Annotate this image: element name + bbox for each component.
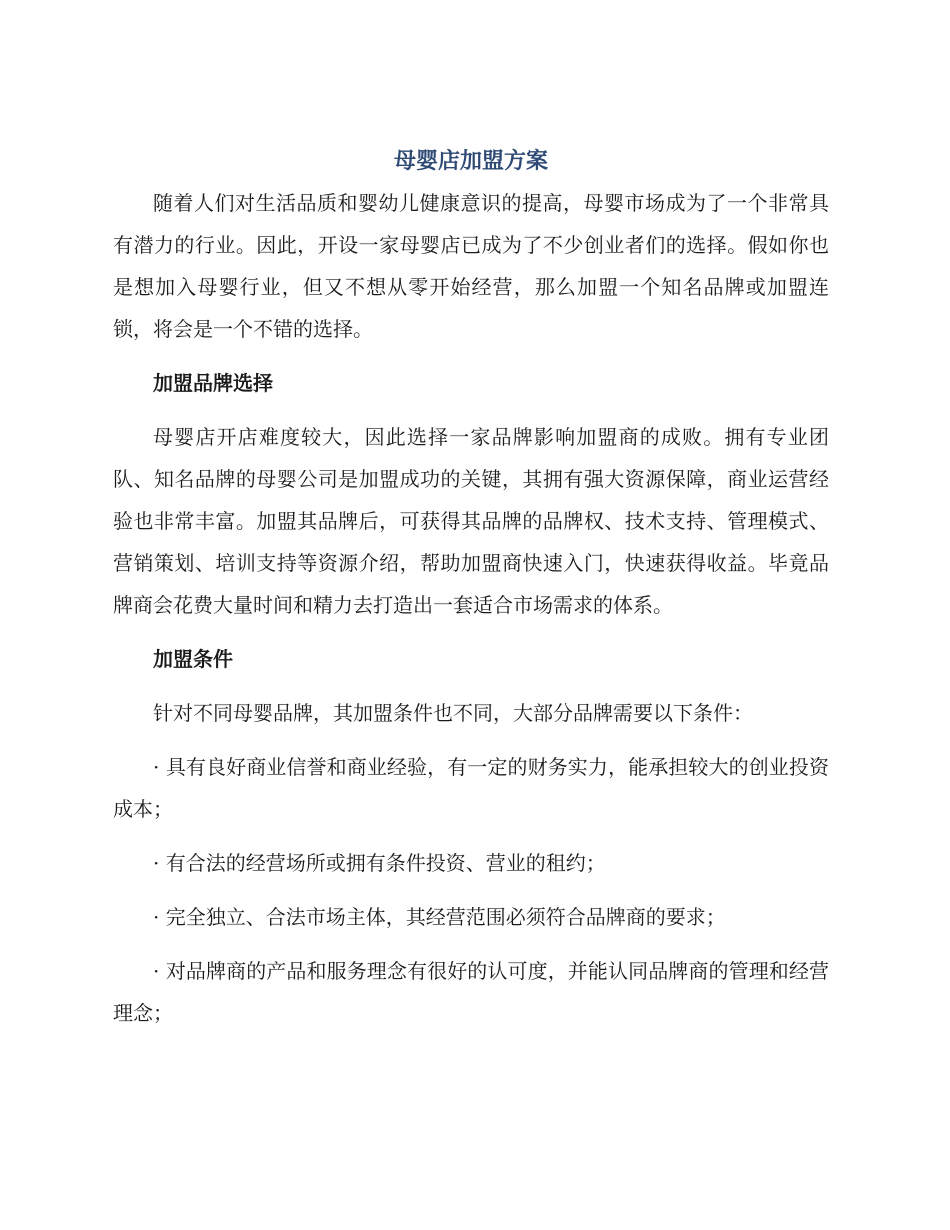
condition-item: · 有合法的经营场所或拥有条件投资、营业的租约； — [153, 851, 606, 875]
spacer — [113, 350, 829, 362]
spacer — [113, 680, 829, 692]
spacer — [113, 734, 829, 746]
document-content — [113, 144, 829, 1034]
spacer — [113, 626, 829, 638]
spacer — [113, 830, 829, 842]
condition-item: · 具有良好商业信誉和商业经验，有一定的财务实力，能承担较大的创业投资成本； — [113, 755, 829, 821]
section-heading-brand-selection: 加盟品牌选择 — [153, 371, 273, 395]
condition-item: · 对品牌商的产品和服务理念有很好的认可度，并能认同品牌商的管理和经营理念； — [113, 959, 829, 1025]
spacer — [113, 404, 829, 416]
section-heading-conditions: 加盟条件 — [153, 647, 233, 671]
spacer — [113, 884, 829, 896]
document-title: 母婴店加盟方案 — [393, 149, 548, 174]
conditions-intro-paragraph: 针对不同母婴品牌，其加盟条件也不同，大部分品牌需要以下条件： — [153, 701, 753, 725]
brand-selection-paragraph: 母婴店开店难度较大，因此选择一家品牌影响加盟商的成败。拥有专业团队、知名品牌的母婴公司是加盟成功的关键，其拥有强大资源保障，商业运营经验也非常丰富。加盟其品牌后，可获得其品牌的品牌权、技术支持、管理模式、营销策划、培训支持等资源介绍，帮助加盟商快速入门，快速获得收益。毕竟品牌商会花费大量时间和精力去打造出一套适合市场需求的体系。 — [113, 425, 829, 617]
condition-item: · 完全独立、合法市场主体，其经营范围必须符合品牌商的要求； — [153, 905, 726, 929]
intro-paragraph: 随着人们对生活品质和婴幼儿健康意识的提高，母婴市场成为了一个非常具有潜力的行业。因此，开设一家母婴店已成为了不少创业者们的选择。假如你也是想加入母婴行业，但又不想从零开始经营，那么加盟一个知名品牌或加盟连锁，将会是一个不错的选择。 — [113, 191, 829, 341]
spacer — [113, 938, 829, 950]
